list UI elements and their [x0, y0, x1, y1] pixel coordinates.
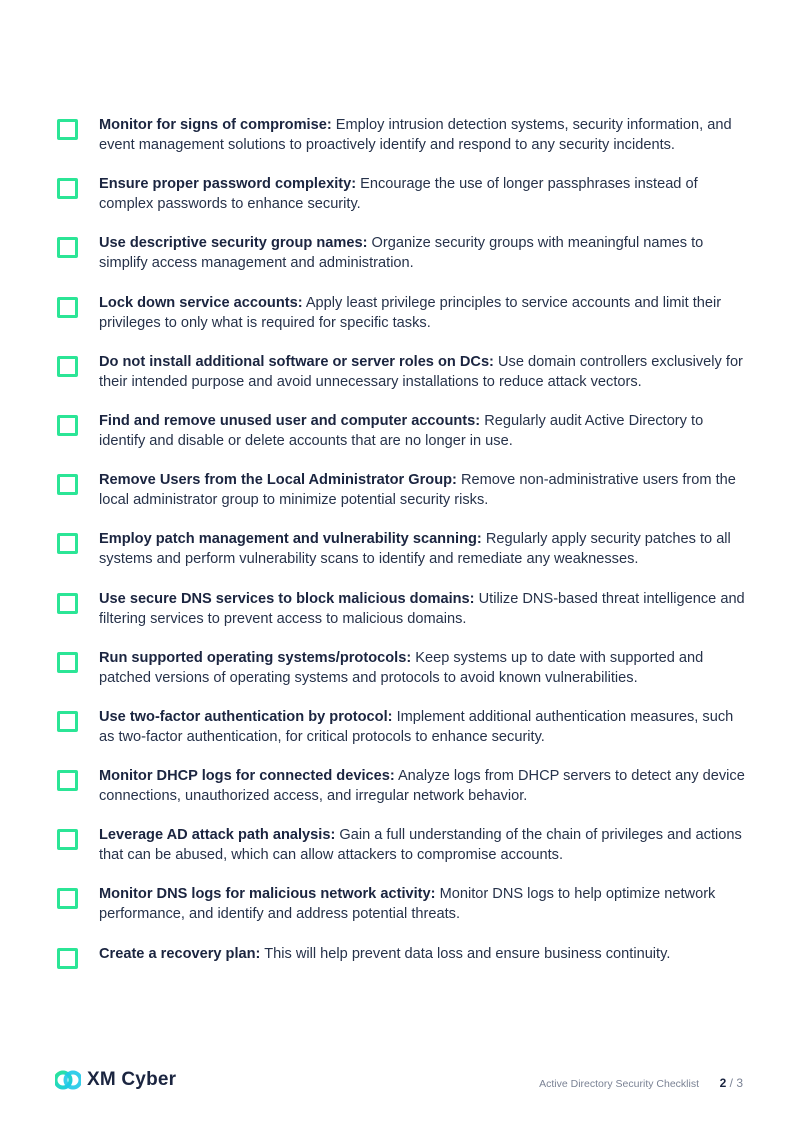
- checklist-item-title: Do not install additional software or server roles on DCs:: [99, 353, 494, 370]
- security-checklist: [0, 115, 800, 1003]
- checkbox-icon[interactable]: [57, 356, 78, 377]
- checklist-item-description: Organize security groups with meaningful names to simplify access management and administration.: [99, 235, 704, 272]
- checklist-item: [0, 174, 800, 233]
- checklist-item-title: Use secure DNS services to block malicious domains:: [99, 590, 475, 607]
- checklist-item-description: Monitor DNS logs to help optimize network performance, and identify and address potential threats.: [99, 886, 716, 923]
- page-indicator: [720, 1076, 743, 1090]
- checkbox-icon[interactable]: [57, 888, 78, 909]
- brand-name: XM Cyber: [87, 1069, 177, 1090]
- checklist-item: [0, 293, 800, 352]
- checklist-item-text: [99, 352, 749, 392]
- checklist-item: [0, 352, 800, 411]
- checklist-item-text: [99, 115, 749, 155]
- checklist-item-title: Remove Users from the Local Administrator Group:: [99, 472, 457, 489]
- checkbox-icon[interactable]: [57, 474, 78, 495]
- checklist-item-title: Monitor for signs of compromise:: [99, 117, 332, 133]
- checkbox-icon[interactable]: [57, 237, 78, 258]
- checklist-item-text: [99, 411, 749, 451]
- checklist-item-text: [99, 648, 749, 688]
- checkbox-icon[interactable]: [57, 652, 78, 673]
- checklist-item-description: Analyze logs from DHCP servers to detect any device connections, unauthorized access, and irregular network behavior.: [99, 768, 745, 805]
- checklist-item-description: Apply least privilege principles to service accounts and limit their privileges to only what is required for specific tasks.: [99, 294, 722, 331]
- xm-cyber-logo: [55, 1067, 176, 1093]
- checkbox-icon[interactable]: [57, 533, 78, 554]
- checklist-item-title: Leverage AD attack path analysis:: [99, 827, 336, 844]
- checklist-item: [0, 707, 800, 766]
- checkbox-icon[interactable]: [57, 711, 78, 732]
- checklist-item: [0, 470, 800, 529]
- page-total: 3: [736, 1076, 743, 1090]
- checklist-item-text: [99, 293, 749, 333]
- checkbox-icon[interactable]: [57, 948, 78, 969]
- checklist-item-text: [99, 470, 749, 510]
- checklist-item-title: Create a recovery plan:: [99, 945, 261, 962]
- checklist-item-text: [99, 529, 749, 569]
- checklist-item-text: [99, 884, 749, 924]
- checklist-item-description: This will help prevent data loss and ensure business continuity.: [260, 945, 671, 962]
- checklist-item-text: [99, 944, 749, 964]
- checkbox-icon[interactable]: [57, 770, 78, 791]
- checklist-item: [0, 884, 800, 943]
- checklist-item-text: [99, 589, 749, 629]
- xm-cyber-logo-icon: [55, 1068, 81, 1092]
- checklist-item-text: [99, 825, 749, 865]
- checkbox-icon[interactable]: [57, 415, 78, 436]
- checklist-item-title: Monitor DHCP logs for connected devices:: [99, 768, 395, 785]
- checklist-item-text: [99, 707, 749, 747]
- checkbox-icon[interactable]: [57, 593, 78, 614]
- checklist-item-description: Remove non-administrative users from the local administrator group to minimize potential security risks.: [99, 472, 736, 509]
- checklist-item-text: [99, 233, 749, 273]
- checklist-item: [0, 589, 800, 648]
- checklist-item: [0, 648, 800, 707]
- checklist-item-title: Use descriptive security group names:: [99, 235, 368, 252]
- checklist-item: [0, 529, 800, 588]
- checklist-item-description: Regularly apply security patches to all systems and perform vulnerability scans to identify and remediate any weaknesses.: [99, 531, 731, 568]
- checklist-item-title: Lock down service accounts:: [99, 294, 303, 311]
- checklist-item-description: Utilize DNS-based threat intelligence and filtering services to prevent access to malicious domains.: [99, 590, 745, 627]
- checklist-item-title: Find and remove unused user and computer accounts:: [99, 412, 481, 429]
- checkbox-icon[interactable]: [57, 829, 78, 850]
- checklist-item-description: Keep systems up to date with supported and patched versions of operating systems and protocols to avoid known vulnerabilities.: [99, 649, 704, 686]
- checklist-item-text: [99, 766, 749, 806]
- checkbox-icon[interactable]: [57, 178, 78, 199]
- checklist-item: [0, 115, 800, 174]
- document-title: Active Directory Security Checklist: [539, 1078, 699, 1090]
- checklist-item-text: [99, 174, 749, 214]
- checklist-item: [0, 233, 800, 292]
- checklist-item-title: Use two-factor authentication by protocol:: [99, 708, 393, 725]
- checklist-item: [0, 766, 800, 825]
- checklist-item-description: Gain a full understanding of the chain of privileges and actions that can be abused, which can allow attackers to compromise accounts.: [99, 827, 742, 864]
- checkbox-icon[interactable]: [57, 297, 78, 318]
- checklist-item: [0, 411, 800, 470]
- checklist-item-title: Run supported operating systems/protocols:: [99, 649, 412, 666]
- checklist-item-title: Ensure proper password complexity:: [99, 176, 357, 193]
- checklist-item-title: Employ patch management and vulnerability scanning:: [99, 531, 482, 548]
- checklist-item-title: Monitor DNS logs for malicious network activity:: [99, 886, 436, 903]
- page-current: 2: [719, 1076, 727, 1090]
- checklist-item-description: Encourage the use of longer passphrases instead of complex passwords to enhance security.: [99, 176, 698, 213]
- page-separator: /: [726, 1076, 737, 1090]
- checklist-item: [0, 825, 800, 884]
- checklist-item-description: Implement additional authentication measures, such as two-factor authentication, for critical protocols to enhance security.: [99, 708, 734, 745]
- checklist-item-description: Use domain controllers exclusively for their intended purpose and avoid unnecessary installations to reduce attack vectors.: [99, 353, 743, 390]
- checklist-item-description: Employ intrusion detection systems, security information, and event management solutions to proactively identify and respond to any security incidents.: [99, 117, 732, 153]
- checklist-item: [0, 944, 800, 1003]
- checklist-item-description: Regularly audit Active Directory to identify and disable or delete accounts that are no longer in use.: [99, 412, 704, 449]
- checkbox-icon[interactable]: [57, 119, 78, 140]
